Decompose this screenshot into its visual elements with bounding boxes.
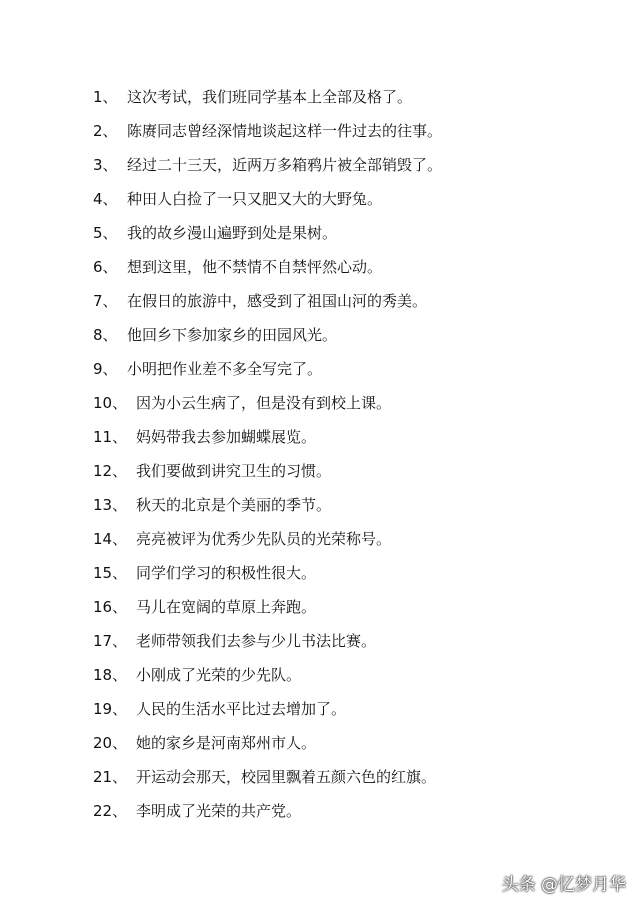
sentence-number: 14、 <box>93 530 128 548</box>
sentence-item <box>0 522 640 556</box>
sentence-text: 李明成了光荣的共产党。 <box>136 802 302 820</box>
sentence-text: 在假日的旅游中，感受到了祖国山河的秀美。 <box>127 292 428 310</box>
sentence-item <box>0 250 640 284</box>
watermark: 头条 @忆梦月华 <box>501 875 626 895</box>
sentence-item <box>0 590 640 624</box>
sentence-number: 9、 <box>93 360 118 378</box>
sentence-item <box>0 658 640 692</box>
sentence-text: 想到这里，他不禁情不自禁怦然心动。 <box>127 258 383 276</box>
sentence-item <box>0 454 640 488</box>
sentence-number: 5、 <box>93 224 118 242</box>
sentence-item <box>0 114 640 148</box>
sentence-text: 陈赓同志曾经深情地谈起这样一件过去的往事。 <box>127 122 443 140</box>
sentence-text: 小刚成了光荣的少先队。 <box>136 666 302 684</box>
sentence-item <box>0 760 640 794</box>
sentence-number: 13、 <box>93 496 128 514</box>
sentence-number: 16、 <box>93 598 128 616</box>
sentence-text: 同学们学习的积极性很大。 <box>136 564 317 582</box>
sentence-number: 18、 <box>93 666 128 684</box>
sentence-item <box>0 148 640 182</box>
sentence-item <box>0 794 640 828</box>
sentence-number: 7、 <box>93 292 118 310</box>
sentence-text: 妈妈带我去参加蝴蝶展览。 <box>136 428 317 446</box>
sentence-number: 12、 <box>93 462 128 480</box>
sentence-number: 21、 <box>93 768 128 786</box>
sentence-number: 2、 <box>93 122 118 140</box>
sentence-item <box>0 488 640 522</box>
sentence-item <box>0 624 640 658</box>
sentence-number: 20、 <box>93 734 128 752</box>
sentence-text: 小明把作业差不多全写完了。 <box>127 360 323 378</box>
sentence-item <box>0 726 640 760</box>
sentence-text: 人民的生活水平比过去增加了。 <box>136 700 347 718</box>
sentence-item <box>0 216 640 250</box>
sentence-item <box>0 318 640 352</box>
sentence-text: 他回乡下参加家乡的田园风光。 <box>127 326 338 344</box>
sentence-item <box>0 692 640 726</box>
sentence-text: 我的故乡漫山遍野到处是果树。 <box>127 224 338 242</box>
sentence-text: 马儿在宽阔的草原上奔跑。 <box>136 598 317 616</box>
sentence-item <box>0 386 640 420</box>
sentence-text: 老师带领我们去参与少儿书法比赛。 <box>136 632 377 650</box>
sentence-number: 6、 <box>93 258 118 276</box>
sentence-text: 我们要做到讲究卫生的习惯。 <box>136 462 332 480</box>
sentence-number: 17、 <box>93 632 128 650</box>
sentence-item <box>0 80 640 114</box>
sentence-number: 11、 <box>93 428 128 446</box>
sentence-item <box>0 556 640 590</box>
sentence-text: 亮亮被评为优秀少先队员的光荣称号。 <box>136 530 392 548</box>
sentence-number: 4、 <box>93 190 118 208</box>
sentence-text: 因为小云生病了，但是没有到校上课。 <box>136 394 392 412</box>
sentence-text: 开运动会那天，校园里飘着五颜六色的红旗。 <box>136 768 437 786</box>
sentence-number: 1、 <box>93 88 118 106</box>
sentence-number: 10、 <box>93 394 128 412</box>
sentence-number: 3、 <box>93 156 118 174</box>
sentence-text: 秋天的北京是个美丽的季节。 <box>136 496 332 514</box>
sentence-text: 这次考试，我们班同学基本上全部及格了。 <box>127 88 413 106</box>
sentence-item <box>0 420 640 454</box>
sentence-number: 19、 <box>93 700 128 718</box>
sentence-number: 22、 <box>93 802 128 820</box>
sentence-number: 15、 <box>93 564 128 582</box>
sentence-text: 种田人白捡了一只又肥又大的大野兔。 <box>127 190 383 208</box>
sentence-item <box>0 182 640 216</box>
sentence-list <box>0 80 640 828</box>
sentence-item <box>0 284 640 318</box>
sentence-text: 她的家乡是河南郑州市人。 <box>136 734 317 752</box>
sentence-number: 8、 <box>93 326 118 344</box>
sentence-text: 经过二十三天，近两万多箱鸦片被全部销毁了。 <box>127 156 443 174</box>
sentence-item <box>0 352 640 386</box>
